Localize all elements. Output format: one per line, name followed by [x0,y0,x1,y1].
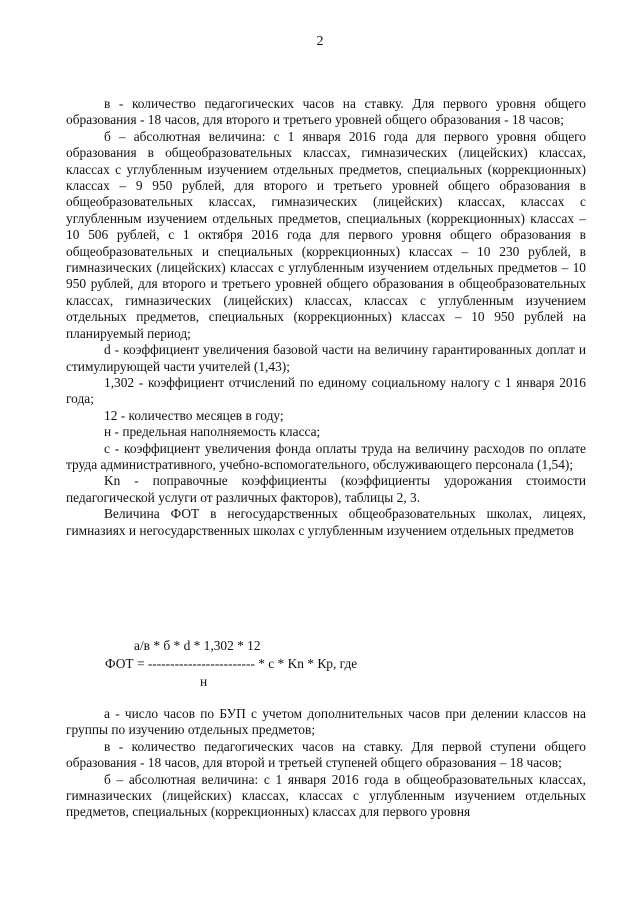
page-number: 2 [316,34,324,49]
paragraph: Величина ФОТ в негосударственных общеобразовательных школах, лицеях, гимназиях и негосударственных школах с углубленным изучением отдельных предметов [66,506,586,538]
paragraph: б – абсолютная величина: с 1 января 2016 года для первого уровня общего образования в общеобразовательных классах, гимназических (лицейских) классах, классах с углубленным изучением отдельных предметов, специальных (коррекционных) классах – 9 950 рублей, для второго и третьего уровней общего образования в общеобразовательных классах, гимназических (лицейских) классах, классах с углубленным изучением отдельных предметов, специальных (коррекционных) классах – 10 506 рублей, с 1 октября 2016 года для первого уровня общего образования в общеобразовательных и специальных (коррекционных) классах – 10 230 рублей, в гимназических (лицейских) классах с углубленным изучением отдельных предметов – 10 950 рублей, для второго и третьего уровней общего образования в общеобразовательных классах, гимназических (лицейских) классах, классах с углубленным изучением отдельных предметов, специальных (коррекционных) классах – 10 950 рублей на планируемый период; [66,128,586,341]
formula-denominator: н [200,674,208,689]
paragraph: в - количество педагогических часов на ставку. Для первого уровня общего образования - 18 часов, для второго и третьего уровней общего образования - 18 часов; [66,96,586,128]
body-text-lower [66,706,586,821]
paragraph: d - коэффициент увеличения базовой части на величину гарантированных доплат и стимулирующей части учителей (1,43); [66,342,586,374]
formula-numerator: а/в * б * d * 1,302 * 12 [134,638,261,653]
formula-equation: ФОТ = ------------------------ * с * Kn * Кр, где [105,656,358,671]
paragraph: н - предельная наполняемость класса; [104,424,321,440]
paragraph: с - коэффициент увеличения фонда оплаты труда на величину расходов по оплате труда административного, учебно-вспомогательного, обслуживающего персонала (1,54); [66,440,586,472]
paragraph: а - число часов по БУП с учетом дополнительных часов при делении классов на группы по изучению отдельных предметов; [66,706,586,738]
paragraph: б – абсолютная величина: с 1 января 2016 года в общеобразовательных классах, гимназических (лицейских) классах, классах с углубленным изучением отдельных предметов, специальных (коррекционных) классах для первого уровня [66,771,586,820]
paragraph: 12 - количество месяцев в году; [104,407,284,423]
body-text-upper [66,96,586,539]
paragraph: Kn - поправочные коэффициенты (коэффициенты удорожания стоимости педагогической услуги от различных факторов), таблицы 2, 3. [66,473,586,505]
paragraph: 1,302 - коэффициент отчислений по единому социальному налогу с 1 января 2016 года; [66,374,586,407]
paragraph: в - количество педагогических часов на ставку. Для первой ступени общего образования - 18 часов, для второй и третьей ступеней общего образования – 18 часов; [66,738,586,771]
